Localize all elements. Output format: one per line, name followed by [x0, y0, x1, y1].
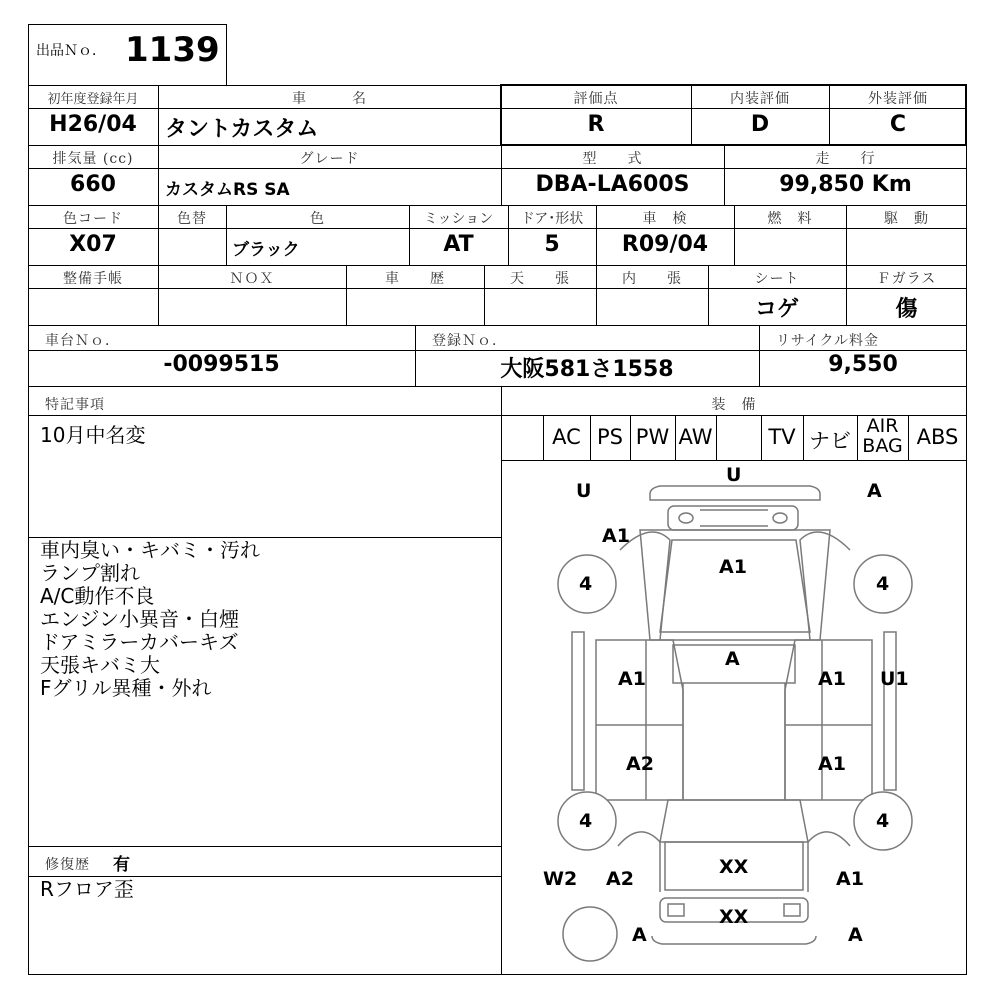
- maintenance-header: 整備手帳: [63, 271, 123, 287]
- repair-value: 有: [113, 855, 130, 875]
- damage-right-rear-door: A1: [818, 753, 846, 775]
- mission-value: AT: [443, 232, 474, 257]
- notes-line: ドアミラーカバーキズ: [40, 630, 239, 654]
- seat-header: シート: [754, 271, 800, 287]
- equip-item: PW: [635, 425, 670, 449]
- equip-item: AIR BAG: [862, 415, 903, 457]
- damage-right-quarter: A1: [836, 868, 864, 890]
- reg-date-header: 初年度登録年月: [47, 92, 139, 107]
- plate-value: 大阪581さ1558: [500, 357, 674, 382]
- fuel-header: 燃 料: [767, 211, 813, 227]
- mileage-header: 走 行: [815, 151, 876, 167]
- damage-left-quarter-outer: W2: [543, 868, 578, 890]
- inspection-header: 車 検: [642, 211, 688, 227]
- damage-rear-bumper: XX: [719, 906, 749, 928]
- damage-tire-rl: 4: [579, 810, 593, 832]
- score-value: R: [587, 112, 605, 137]
- model-header: 型 式: [582, 151, 643, 167]
- damage-left-front-door: A1: [618, 668, 646, 690]
- damage-hood: A1: [719, 556, 747, 578]
- notes-line: Fグリル異種・外れ: [40, 676, 212, 700]
- damage-back-door: XX: [719, 856, 749, 878]
- damage-right-fender: U1: [880, 668, 909, 690]
- color-code-value: X07: [69, 232, 117, 257]
- damage-front-bumper: U: [726, 464, 742, 486]
- grade-value: カスタムRS SA: [165, 180, 290, 200]
- damage-front-left-corner: U: [576, 480, 592, 502]
- notes-line: ランプ割れ: [40, 561, 140, 585]
- color-value: ブラック: [232, 240, 300, 260]
- damage-hood-edge: A1: [602, 525, 630, 547]
- seat-value: コゲ: [754, 297, 799, 322]
- damage-rear-left-corner: A: [632, 924, 647, 946]
- nox-header: ＮＯＸ: [229, 271, 275, 287]
- damage-front-right-corner: A: [867, 480, 882, 502]
- damage-tire-rr: 4: [876, 810, 890, 832]
- notes-line: エンジン小異音・白煙: [40, 607, 239, 631]
- ceiling-header: 天 張: [510, 271, 570, 287]
- damage-tire-fl: 4: [579, 573, 593, 595]
- equip-item: TV: [768, 425, 796, 449]
- displacement-header: 排気量 (cc): [52, 151, 134, 167]
- equip-item: ABS: [916, 425, 959, 449]
- chassis-value: -0099515: [163, 352, 280, 377]
- drive-header: 駆 動: [884, 211, 929, 227]
- damage-left-quarter: A2: [606, 868, 634, 890]
- notes-line: A/C動作不良: [40, 584, 155, 608]
- score-header: 評価点: [573, 91, 619, 107]
- history-header: 車 歴: [385, 271, 445, 287]
- recycle-header: リサイクル料金: [776, 333, 880, 349]
- damage-left-rear-door: A2: [626, 753, 654, 775]
- notes-first: 10月中名変: [40, 423, 146, 447]
- interior-value: D: [750, 112, 770, 137]
- damage-tire-fr: 4: [876, 573, 890, 595]
- grade-header: グレード: [299, 151, 360, 167]
- fglass-header: Ｆガラス: [876, 271, 937, 287]
- spare-tire: [563, 907, 617, 961]
- recycle-value: 9,550: [828, 352, 898, 377]
- fglass-value: 傷: [895, 297, 918, 322]
- equip-item: AC: [552, 425, 581, 449]
- repair-header: 修復歴: [45, 857, 90, 873]
- damage-right-front-door: A1: [818, 668, 846, 690]
- exterior-value: C: [889, 112, 907, 137]
- damage-roof: A: [725, 648, 740, 670]
- equip-item: AW: [678, 425, 713, 449]
- repair-detail: Rフロア歪: [40, 877, 134, 901]
- doors-header: ドア･形状: [520, 211, 584, 227]
- plate-header: 登録Ｎｏ．: [432, 333, 507, 349]
- car-damage-diagram: [505, 462, 965, 972]
- reg-date-value: H26/04: [49, 112, 137, 137]
- notes-line: 車内臭い・キバミ・汚れ: [40, 538, 260, 562]
- exterior-header: 外装評価: [868, 91, 928, 107]
- color-code-header: 色コード: [63, 211, 123, 227]
- doors-value: 5: [544, 232, 560, 257]
- inspection-value: R09/04: [621, 232, 709, 257]
- model-value: DBA-LA600S: [535, 172, 690, 197]
- chassis-header: 車台Ｎｏ．: [45, 333, 120, 349]
- equip-item: PS: [597, 425, 623, 449]
- car-name-value: タントカスタム: [165, 117, 319, 142]
- displacement-value: 660: [70, 172, 116, 197]
- equipment-header: 装 備: [711, 397, 757, 413]
- lot-label: 出品Ｎｏ．: [36, 43, 106, 59]
- interior-header: 内装評価: [730, 91, 790, 107]
- car-name-header: 車 名: [292, 91, 367, 107]
- mission-header: ミッション: [423, 211, 494, 227]
- damage-rear-right-corner: A: [848, 924, 863, 946]
- color-header: 色: [310, 211, 325, 227]
- mileage-value: 99,850 Km: [779, 172, 912, 197]
- equip-item: ナビ: [809, 429, 851, 453]
- repaint-header: 色替: [177, 211, 207, 227]
- notes-header: 特記事項: [45, 397, 105, 413]
- notes-line: 天張キバミ大: [40, 653, 160, 677]
- inner-header: 内 張: [622, 271, 682, 287]
- lot-number: 1139: [125, 30, 220, 70]
